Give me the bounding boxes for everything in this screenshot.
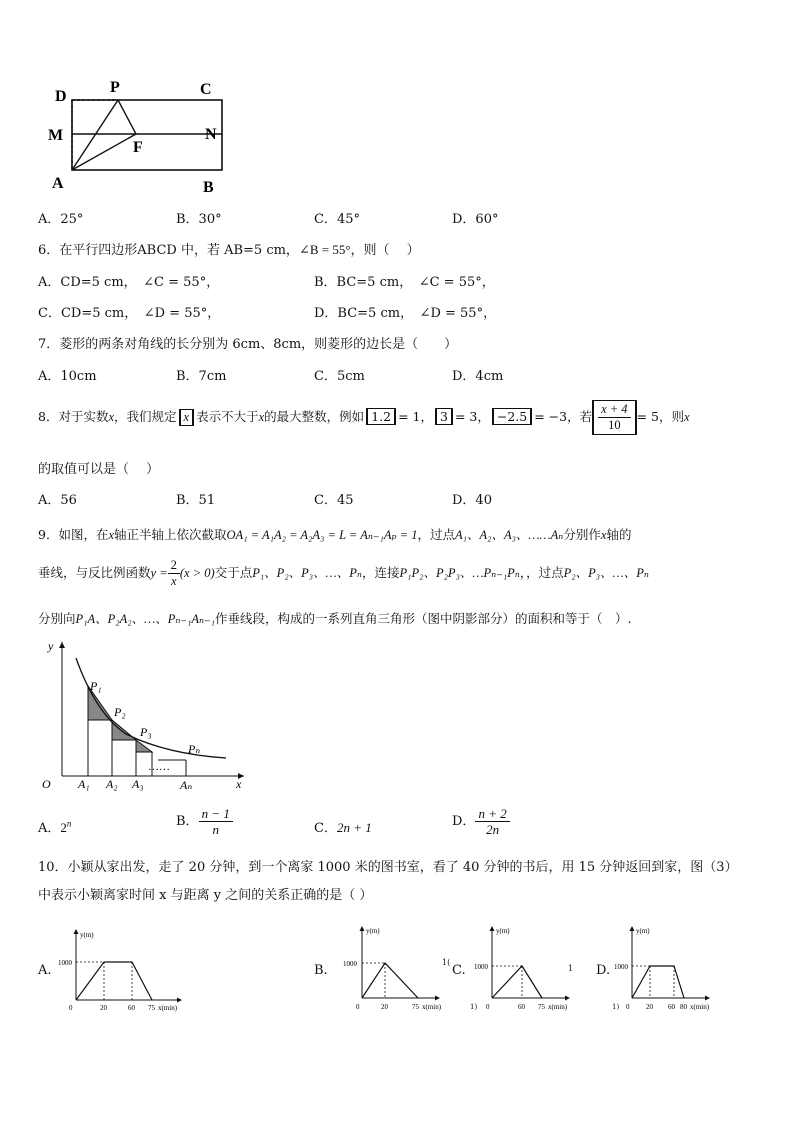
q10a-y-arrow xyxy=(74,929,79,934)
q10-stray-mark-1: 1( xyxy=(442,958,451,967)
q8-choice-d: D．40 xyxy=(452,493,492,508)
q6-choice-d: D．BC=5 cm， ∠D = 55°， xyxy=(314,306,497,321)
q9-var-x: x xyxy=(108,528,115,542)
q9-function-num: 2 xyxy=(168,558,180,574)
q10-stray-mark-4: 1) xyxy=(612,1003,620,1011)
q9-choice-a-exp: n xyxy=(66,818,72,829)
q8-example-3-result: = −3，若 xyxy=(534,409,593,424)
q10-option-d-label: D. xyxy=(596,963,611,978)
q8-choice-b: B．51 xyxy=(176,493,216,508)
q9-choice-a-base: 2 xyxy=(60,820,67,835)
q9-label-pn: Pₙ xyxy=(188,742,201,756)
q10b-xtick-20: 20 xyxy=(381,1003,388,1011)
q8-var-x: x xyxy=(108,410,115,424)
q10a-xtick-60: 60 xyxy=(128,1004,135,1012)
label-p: P xyxy=(110,79,120,96)
q9-text-2d: ，，过点 xyxy=(519,565,564,580)
q9-var-x-2: x xyxy=(600,528,607,542)
q10d-ylabel: y(m) xyxy=(636,927,650,935)
q9-choice-b-label: B． xyxy=(176,814,199,829)
q9-function-fraction xyxy=(168,558,180,589)
q9-label-x: x xyxy=(236,777,242,791)
segment-af xyxy=(72,134,136,170)
q10d-xtick-0: 0 xyxy=(626,1003,630,1011)
q10a-xtick-0: 0 xyxy=(69,1004,73,1012)
q10-option-a-label: A. xyxy=(38,963,52,978)
q8-floor-example-1: 1.2 xyxy=(366,408,396,425)
q10c-xtick-75: 75 xyxy=(538,1003,545,1011)
q5-choice-b: B．30° xyxy=(176,212,222,227)
q9-stem-line2 xyxy=(38,558,649,589)
q9-text-2c: ，连接 xyxy=(361,565,400,580)
q10-graph-d xyxy=(612,920,724,1020)
q9-function-domain: (x > 0) xyxy=(179,566,215,580)
q7-choice-b: B．7cm xyxy=(176,369,227,384)
q9-label-p1: P₁ xyxy=(90,679,102,693)
q10d-xtick-80: 80 xyxy=(680,1003,687,1011)
q8-text-1: 8．对于实数 xyxy=(38,409,109,424)
q10c-xlabel: x(min) xyxy=(548,1003,568,1011)
segment-pf xyxy=(118,100,136,134)
q6-choice-c: C．CD=5 cm， ∠D = 55°， xyxy=(38,306,221,321)
q7-choice-a: A．10cm xyxy=(38,369,97,384)
q9-stem-line3 xyxy=(38,609,631,627)
q9-stem-line1 xyxy=(38,525,631,543)
q9-equation: OA₁ = A₁A₂ = A₂A₃ = L = Aₙ₋₁Aₚ = 1 xyxy=(226,528,418,542)
q5-choice-a: A．25° xyxy=(38,212,84,227)
q8-text-5: = 5，则 xyxy=(636,409,684,424)
q8-choice-c: C．45 xyxy=(314,493,354,508)
q8-floor-x: x xyxy=(179,409,195,426)
q7-choice-c: C．5cm xyxy=(314,369,365,384)
q10-option-c-label: C. xyxy=(452,963,466,978)
q8-example-2-result: = 3， xyxy=(454,409,490,424)
q8-choice-a: A．56 xyxy=(38,493,77,508)
q9-choice-c-value: 2n + 1 xyxy=(336,820,372,835)
q8-stem-line1 xyxy=(38,400,690,435)
q10b-xlabel: x(min) xyxy=(422,1003,442,1011)
q9-text-1e: 轴的 xyxy=(606,527,632,542)
q10c-line xyxy=(492,966,542,998)
q10d-xtick-60: 60 xyxy=(668,1003,675,1011)
q10c-xtick-60: 60 xyxy=(518,1003,525,1011)
q9-points-p2: P₂、P₃、…、Pₙ xyxy=(563,566,649,580)
q9-text-1c: ，过点 xyxy=(417,527,455,542)
q10b-line xyxy=(362,963,418,998)
q10-stem-line2: 中表示小颖离家时间 x 与距离 y 之间的关系正确的是（ ） xyxy=(38,888,373,903)
q10-stray-mark-3: 1) xyxy=(470,1003,478,1011)
q8-text-4: 的最大整数，例如 xyxy=(264,409,365,424)
q10c-ytick: 1000 xyxy=(474,963,488,971)
q8-stem-line2: 的取值可以是（ ） xyxy=(38,462,160,477)
q8-floor-fraction xyxy=(592,400,636,435)
q10c-xtick-0: 0 xyxy=(486,1003,490,1011)
q10-graph-b xyxy=(340,920,452,1020)
q8-floor-example-2: 3 xyxy=(435,408,453,425)
q10d-y-arrow xyxy=(630,926,635,931)
q8-fraction-num: x + 4 xyxy=(598,402,630,418)
q6-stem xyxy=(38,239,420,258)
q9-choice-d-den: 2n xyxy=(486,822,500,837)
q5-choice-d: D．60° xyxy=(452,212,499,227)
q9-label-a2: A₂ xyxy=(106,777,118,791)
q10-stray-mark-2: 1 xyxy=(568,964,574,973)
q10b-ytick: 1000 xyxy=(343,960,357,968)
q8-floor-example-3: −2.5 xyxy=(492,408,532,425)
label-d: D xyxy=(55,88,67,105)
q9-label-p3: P₃ xyxy=(140,725,152,739)
q9-function-y: y = xyxy=(150,566,168,580)
q9-choice-a xyxy=(38,817,71,836)
q9-label-a1: A₁ xyxy=(78,777,90,791)
q10-stem-line1: 10．小颖从家出发，走了 20 分钟，到一个离家 1000 米的图书室，看了 40 分钟的书后，用 15 分钟返回到家，图（3） xyxy=(38,860,738,875)
q9-text-1b: 轴正半轴上依次截取 xyxy=(114,527,227,542)
q10a-xtick-75: 75 xyxy=(148,1004,155,1012)
label-c: C xyxy=(200,81,212,98)
q9-text-2a: 垂线，与反比例函数 xyxy=(38,565,151,580)
q8-var-x-3: x xyxy=(683,410,690,424)
q10b-xtick-0: 0 xyxy=(356,1003,360,1011)
q10b-y-arrow xyxy=(360,926,365,931)
q7-choice-d: D．4cm xyxy=(452,369,504,384)
q10d-line xyxy=(632,966,684,998)
q10c-x-arrow xyxy=(565,996,570,1001)
label-n: N xyxy=(205,126,217,143)
q9-points-a: A₁、A₂、A₃、……Aₙ xyxy=(454,528,564,542)
q9-text-3b: 作垂线段，构成的一系列直角三角形（图中阴影部分）的面积和等于（ ）. xyxy=(215,611,632,626)
q9-choice-b xyxy=(176,806,233,837)
q10b-ylabel: y(m) xyxy=(366,927,380,935)
q8-example-1-result: = 1， xyxy=(398,409,433,424)
q9-text-1d: 分别作 xyxy=(563,527,601,542)
q7-stem: 7．菱形的两条对角线的长分别为 6cm、8cm，则菱形的边长是（ ） xyxy=(38,337,458,352)
q10c-y-arrow xyxy=(490,926,495,931)
q10d-xlabel: x(min) xyxy=(690,1003,710,1011)
q9-label-o: O xyxy=(42,777,51,791)
q9-choice-d-num: n + 2 xyxy=(475,806,509,822)
q9-graph xyxy=(36,636,256,796)
q9-choice-d-label: D． xyxy=(452,814,476,829)
q5-choice-c: C．45° xyxy=(314,212,360,227)
q6-choice-a: A．CD=5 cm， ∠C = 55°， xyxy=(38,275,220,290)
q9-label-y: y xyxy=(48,639,54,653)
q10a-ylabel: y(m) xyxy=(80,931,94,939)
label-f: F xyxy=(133,139,143,156)
q10a-line xyxy=(76,962,152,1000)
q9-choice-b-den: n xyxy=(212,822,219,837)
q6-stem-angle: ∠B = 55° xyxy=(298,242,351,257)
q10b-xtick-75: 75 xyxy=(412,1003,419,1011)
q9-rect-2 xyxy=(112,740,136,776)
q6-choice-b: B．BC=5 cm， ∠C = 55°， xyxy=(314,275,495,290)
q10a-ytick: 1000 xyxy=(58,959,72,967)
q9-y-arrow xyxy=(59,642,65,648)
label-a: A xyxy=(52,175,64,192)
q9-function-den: x xyxy=(170,574,177,588)
q9-text-2b: 交于点 xyxy=(214,565,253,580)
q9-choice-d-fraction xyxy=(475,806,509,837)
q10d-ytick: 1000 xyxy=(614,963,628,971)
q10-graph-a xyxy=(58,925,188,1020)
q9-choice-c xyxy=(314,817,372,836)
q6-stem-suffix: ，则（ ） xyxy=(350,243,420,258)
label-b: B xyxy=(203,179,214,196)
q10a-xtick-20: 20 xyxy=(100,1004,107,1012)
q9-points-p: P₁、P₂、P₃、…、Pₙ xyxy=(252,566,362,580)
q9-label-p2: P₂ xyxy=(114,705,126,719)
q8-var-x-2: x xyxy=(258,410,265,424)
q9-text-1a: 9．如图，在 xyxy=(38,527,109,542)
q10d-x-arrow xyxy=(705,996,710,1001)
q6-stem-prefix: 6．在平行四边形ABCD 中，若 AB=5 cm， xyxy=(38,243,299,258)
q8-text-2: ，我们规定 xyxy=(114,409,177,424)
q10a-xlabel: x(min) xyxy=(158,1004,178,1012)
q9-text-3a: 分别向 xyxy=(38,611,76,626)
q9-label-an: Aₙ xyxy=(180,778,193,792)
q10-option-b-label: B. xyxy=(314,963,328,978)
q9-choice-b-fraction xyxy=(199,806,233,837)
q9-choice-c-label: C． xyxy=(314,821,337,836)
q10d-xtick-20: 20 xyxy=(646,1003,653,1011)
q10c-ylabel: y(m) xyxy=(496,927,510,935)
q9-perpendiculars: P₁A、P₂A₂、…、Pₙ₋₁Aₙ₋₁ xyxy=(75,612,215,626)
rectangle-figure xyxy=(40,70,240,198)
q9-label-a3: A₃ xyxy=(132,777,144,791)
q9-choice-a-label: A． xyxy=(38,821,61,836)
q9-choice-d xyxy=(452,806,510,837)
q10a-x-arrow xyxy=(177,998,182,1003)
segment-ap xyxy=(72,100,118,170)
q9-segments: P₁P₂、P₂P₃、…Pₙ₋₁Pₙ xyxy=(399,566,520,580)
q9-dots: …… xyxy=(148,761,170,773)
label-m: M xyxy=(48,127,64,144)
q9-rect-1 xyxy=(88,720,112,776)
q8-fraction-den: 10 xyxy=(608,418,621,432)
q10-graph-c xyxy=(470,920,582,1020)
q8-text-3: 表示不大于 xyxy=(196,409,259,424)
q9-choice-b-num: n − 1 xyxy=(199,806,233,822)
q10b-x-arrow xyxy=(435,996,440,1001)
